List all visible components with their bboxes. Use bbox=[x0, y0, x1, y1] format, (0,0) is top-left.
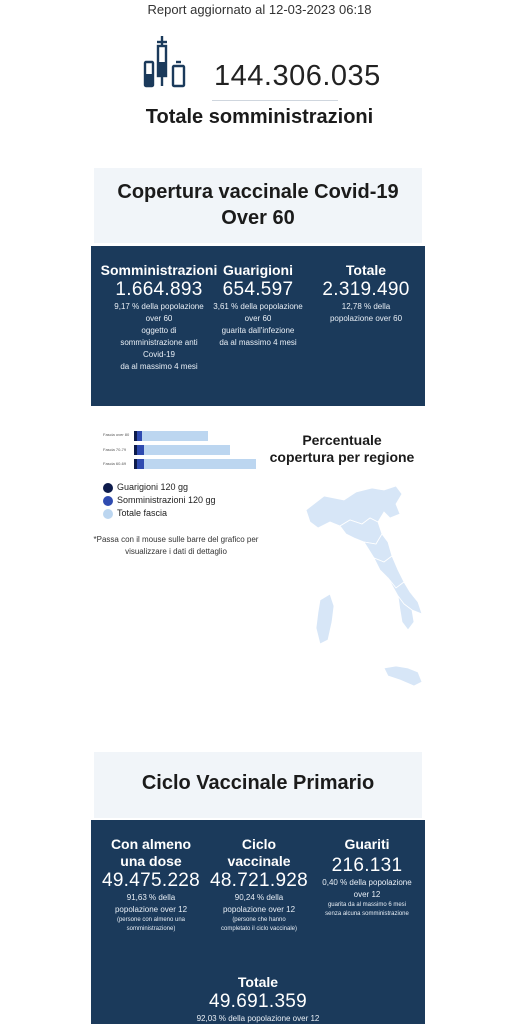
legend-dot-icon bbox=[103, 483, 113, 493]
stat-sub: over 60 bbox=[145, 314, 173, 323]
stat-sub: popolazione over 60 bbox=[329, 314, 403, 323]
bar-guarigioni-60-69[interactable] bbox=[134, 459, 137, 469]
stat-somministrazioni bbox=[99, 262, 219, 373]
bar-guarigioni-over80[interactable] bbox=[134, 431, 137, 441]
over60-stats-box bbox=[91, 246, 425, 406]
stat-totale-ciclo bbox=[91, 974, 425, 1025]
stat-sub: (persone con almeno una bbox=[116, 917, 186, 923]
stat-value: 654.597 bbox=[222, 279, 294, 300]
stat-sub: over 60 bbox=[244, 314, 272, 323]
legend-totale bbox=[103, 508, 167, 519]
stat-sub: 9,17 % della popolazione bbox=[114, 302, 204, 311]
legend-label: Guarigioni 120 gg bbox=[117, 482, 189, 492]
over60-title-box bbox=[94, 168, 422, 243]
stat-almeno-una-dose bbox=[99, 836, 203, 934]
bar-totale-60-69[interactable] bbox=[134, 459, 256, 469]
bar-guarigioni-70-79[interactable] bbox=[134, 445, 137, 455]
ciclo-title-box bbox=[94, 752, 422, 818]
stat-sub: 92,03 % della popolazione over 12 bbox=[196, 1014, 320, 1023]
stat-sub: da al massimo 4 mesi bbox=[219, 338, 297, 347]
stat-guariti bbox=[315, 836, 419, 919]
stat-sub: 0,40 % della popolazione bbox=[322, 878, 412, 887]
stat-sub: Covid-19 bbox=[142, 350, 175, 359]
legend-label: Somministrazioni 120 gg bbox=[117, 495, 216, 505]
stat-label: una dose bbox=[120, 853, 182, 869]
stat-sub: oggetto di bbox=[141, 326, 177, 335]
over60-title-line1: Copertura vaccinale Covid-19 bbox=[117, 181, 399, 203]
hint-line: visualizzare i dati di dettaglio bbox=[125, 547, 227, 556]
bar-label: Fascia 60-69 bbox=[103, 461, 127, 466]
stat-label: Guarigioni bbox=[223, 262, 293, 278]
stat-label: Totale bbox=[345, 262, 387, 278]
vaccine-icon bbox=[140, 34, 190, 90]
stat-value: 49.691.359 bbox=[208, 991, 308, 1012]
stat-sub: (persone che hanno bbox=[232, 917, 286, 923]
total-administrations-label: Totale somministrazioni bbox=[145, 106, 374, 128]
stat-label: Guariti bbox=[344, 836, 390, 852]
stat-guarigioni bbox=[213, 262, 303, 349]
stat-sub: completato il ciclo vaccinale) bbox=[220, 926, 298, 932]
stat-totale bbox=[315, 262, 417, 325]
divider bbox=[212, 100, 338, 101]
stat-sub: 12,78 % della bbox=[341, 302, 391, 311]
region-map-title bbox=[266, 432, 418, 466]
stat-label: Totale bbox=[237, 974, 279, 990]
stat-value: 1.664.893 bbox=[115, 279, 203, 300]
stat-label: vaccinale bbox=[227, 853, 291, 869]
region-title-line: copertura per regione bbox=[269, 449, 415, 465]
stat-value: 2.319.490 bbox=[322, 279, 410, 300]
stat-sub: somministrazione anti bbox=[120, 338, 198, 347]
stat-sub: somministrazione) bbox=[126, 926, 176, 932]
stat-label: Somministrazioni bbox=[100, 262, 218, 278]
ciclo-stats-box bbox=[91, 820, 425, 1024]
chart-hint bbox=[85, 534, 267, 558]
legend-dot-icon bbox=[103, 496, 113, 506]
bar-label: Fascia 70-79 bbox=[103, 447, 127, 452]
age-band-bar-chart bbox=[94, 426, 264, 472]
report-updated-text: Report aggiornato al 12-03-2023 06:18 bbox=[147, 2, 372, 17]
stat-sub: 3,61 % della popolazione bbox=[213, 302, 303, 311]
stat-label: Ciclo bbox=[241, 836, 277, 852]
stat-value: 48.721.928 bbox=[209, 870, 309, 891]
bar-totale-over80[interactable] bbox=[134, 431, 208, 441]
total-administrations-value: 144.306.035 bbox=[214, 60, 381, 92]
region-title-line: Percentuale bbox=[302, 432, 382, 448]
legend-label: Totale fascia bbox=[117, 508, 168, 518]
legend-dot-icon bbox=[103, 509, 113, 519]
stat-sub: guarita da al massimo 6 mesi bbox=[327, 902, 407, 908]
stat-sub: da al massimo 4 mesi bbox=[120, 362, 198, 371]
italy-region-map[interactable] bbox=[300, 482, 424, 698]
bar-label: Fascia over 80 bbox=[103, 432, 130, 437]
stat-sub: popolazione over 12 bbox=[114, 905, 188, 914]
bar-totale-70-79[interactable] bbox=[134, 445, 230, 455]
stat-sub: popolazione over 12 bbox=[222, 905, 296, 914]
over60-title-line2: Over 60 bbox=[221, 207, 295, 229]
hint-line: *Passa con il mouse sulle barre del grafico per bbox=[93, 535, 259, 544]
stat-sub: 90,24 % della bbox=[234, 893, 284, 902]
stat-label: Con almeno bbox=[110, 836, 192, 852]
ciclo-title: Ciclo Vaccinale Primario bbox=[141, 772, 375, 794]
stat-value: 49.475.228 bbox=[101, 870, 201, 891]
stat-sub: senza alcuna somministrazione bbox=[325, 911, 409, 917]
legend-somministrazioni bbox=[103, 495, 216, 506]
legend-guarigioni bbox=[103, 482, 188, 493]
stat-sub: guarita dall'infezione bbox=[221, 326, 295, 335]
stat-ciclo-vaccinale bbox=[207, 836, 311, 934]
stat-sub: over 12 bbox=[353, 890, 381, 899]
stat-value: 216.131 bbox=[331, 855, 403, 876]
stat-sub: 91,63 % della bbox=[126, 893, 176, 902]
